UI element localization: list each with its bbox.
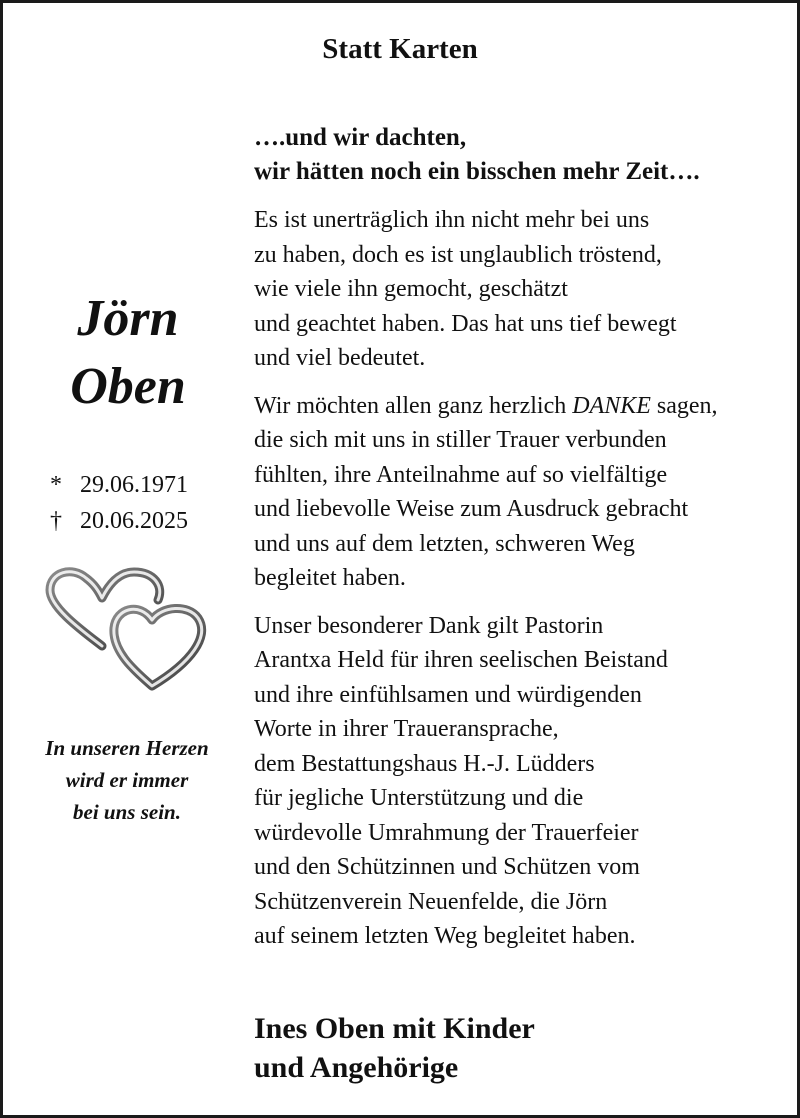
motto [21, 732, 233, 828]
deceased-last-name: Oben [70, 358, 186, 415]
life-dates [50, 467, 233, 539]
header-title: Statt Karten [322, 33, 478, 65]
text-line: begleitet haben. [254, 565, 406, 591]
intro-line: wir hätten noch ein bisschen mehr Zeit…. [254, 158, 700, 185]
text-line: wie viele ihn gemocht, geschätzt [254, 276, 568, 302]
text-line: und geachtet haben. Das hat uns tief bewegt [254, 310, 677, 337]
text-line: Es ist unerträglich ihn nicht mehr bei uns [254, 207, 650, 233]
text-line: und den Schützinnen und Schützen vom [254, 854, 640, 880]
paragraph-special-thanks [254, 609, 794, 954]
death-line [50, 503, 233, 539]
motto-line: bei uns sein. [73, 800, 181, 824]
text-line: für jegliche Unterstützung und die [254, 785, 584, 811]
intro-quote [254, 121, 794, 189]
paragraph-consolation [254, 203, 794, 376]
text-line: und uns auf dem letzten, schweren Weg [254, 530, 635, 557]
death-date: 20.06.2025 [80, 508, 188, 534]
deceased-block [23, 285, 233, 539]
signature-line: und Angehörige [254, 1051, 459, 1084]
text-line: würdevolle Umrahmung der Trauerfeier [254, 819, 639, 846]
text-line: und viel bedeutet. [254, 345, 426, 371]
danke-emphasis: DANKE [572, 392, 651, 419]
text-line: zu haben, doch es ist unglaublich tröstend, [254, 241, 662, 268]
intro-line: ….und wir dachten, [254, 124, 467, 151]
deceased-first-name: Jörn [77, 290, 179, 347]
text-line: Worte in ihrer Traueransprache, [254, 716, 559, 742]
text-line [254, 389, 794, 424]
text-line: und liebevolle Weise zum Ausdruck gebracht [254, 496, 689, 522]
death-symbol: † [50, 508, 62, 534]
text-line: auf seinem letzten Weg begleitet haben. [254, 923, 636, 949]
text-line: die sich mit uns in stiller Trauer verbunden [254, 427, 667, 453]
text-line: Schützenverein Neuenfelde, die Jörn [254, 888, 608, 915]
motto-line: wird er immer [65, 768, 189, 792]
signature-line: Ines Oben mit Kinder [254, 1012, 535, 1045]
text-line: Arantxa Held für ihren seelischen Beistand [254, 647, 668, 673]
text-line: und ihre einfühlsamen und würdigenden [254, 681, 642, 708]
birth-line [50, 467, 233, 503]
text-line: dem Bestattungshaus H.-J. Lüdders [254, 750, 595, 777]
message-column [254, 121, 794, 967]
signature [254, 1009, 535, 1087]
thanks-prefix: Wir möchten allen ganz herzlich [254, 392, 573, 419]
two-hearts-icon [32, 562, 212, 692]
birth-symbol: * [50, 472, 62, 498]
thanks-suffix: sagen, [650, 392, 718, 419]
birth-date: 29.06.1971 [80, 472, 188, 498]
paragraph-thanks [254, 389, 794, 596]
motto-line: In unseren Herzen [45, 736, 209, 760]
text-line: Unser besonderer Dank gilt Pastorin [254, 612, 604, 639]
text-line: fühlten, ihre Anteilnahme auf so vielfältige [254, 461, 668, 488]
